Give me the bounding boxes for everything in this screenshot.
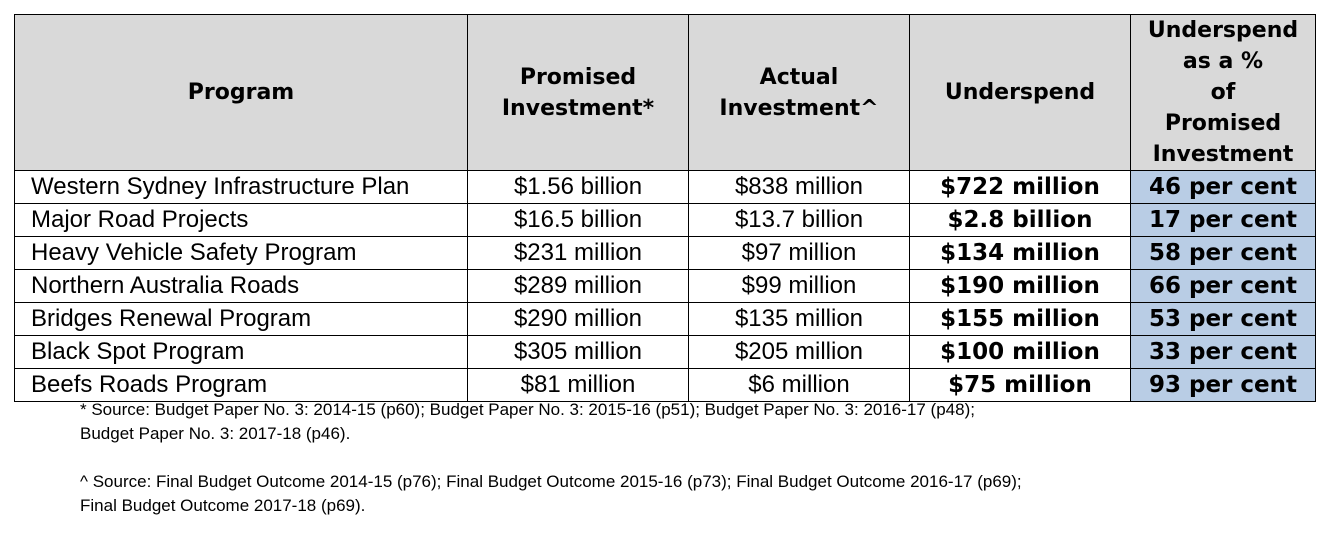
cell-underspend-percent: 46 per cent	[1131, 171, 1316, 204]
cell-promised: $81 million	[468, 369, 689, 402]
cell-underspend: $75 million	[910, 369, 1131, 402]
cell-underspend-percent: 58 per cent	[1131, 237, 1316, 270]
cell-promised: $305 million	[468, 336, 689, 369]
table-row	[15, 237, 1316, 270]
header-actual-investment: Actual Investment^	[689, 15, 910, 171]
cell-underspend: $134 million	[910, 237, 1131, 270]
cell-promised: $231 million	[468, 237, 689, 270]
cell-program: Northern Australia Roads	[15, 270, 468, 303]
header-underspend-percent: Underspend as a % of Promised Investment	[1131, 15, 1316, 171]
cell-program: Major Road Projects	[15, 204, 468, 237]
cell-program: Bridges Renewal Program	[15, 303, 468, 336]
cell-promised: $1.56 billion	[468, 171, 689, 204]
cell-actual: $205 million	[689, 336, 910, 369]
note-budget-papers-line2: Budget Paper No. 3: 2017-18 (p46).	[80, 424, 351, 443]
header-promised-investment: Promised Investment*	[468, 15, 689, 171]
cell-underspend: $100 million	[910, 336, 1131, 369]
note-budget-papers-line1: * Source: Budget Paper No. 3: 2014-15 (p60); Budget Paper No. 3: 2015-16 (p51); Budget Paper No. 3: 2016-17 (p48);	[80, 400, 975, 419]
cell-actual: $99 million	[689, 270, 910, 303]
cell-actual: $6 million	[689, 369, 910, 402]
cell-underspend-percent: 17 per cent	[1131, 204, 1316, 237]
cell-actual: $13.7 billion	[689, 204, 910, 237]
cell-promised: $290 million	[468, 303, 689, 336]
table-row	[15, 171, 1316, 204]
note-final-outcome-line2: Final Budget Outcome 2017-18 (p69).	[80, 496, 366, 515]
cell-underspend-percent: 33 per cent	[1131, 336, 1316, 369]
cell-actual: $838 million	[689, 171, 910, 204]
cell-actual: $135 million	[689, 303, 910, 336]
cell-program: Beefs Roads Program	[15, 369, 468, 402]
table-row	[15, 369, 1316, 402]
cell-underspend-percent: 66 per cent	[1131, 270, 1316, 303]
table-body	[15, 171, 1316, 402]
header-program: Program	[15, 15, 468, 171]
table-row	[15, 204, 1316, 237]
table-row	[15, 303, 1316, 336]
cell-underspend-percent: 93 per cent	[1131, 369, 1316, 402]
cell-underspend: $155 million	[910, 303, 1131, 336]
note-final-outcome-line1: ^ Source: Final Budget Outcome 2014-15 (p76); Final Budget Outcome 2015-16 (p73); Final Budget Outcome 2016-17 (p69);	[80, 472, 1022, 491]
source-notes	[80, 398, 1300, 518]
table-header-row	[15, 15, 1316, 171]
cell-actual: $97 million	[689, 237, 910, 270]
cell-underspend: $190 million	[910, 270, 1131, 303]
table-row	[15, 336, 1316, 369]
investment-table-container	[14, 14, 1316, 402]
cell-underspend: $722 million	[910, 171, 1131, 204]
header-underspend: Underspend	[910, 15, 1131, 171]
cell-promised: $16.5 billion	[468, 204, 689, 237]
cell-underspend: $2.8 billion	[910, 204, 1131, 237]
cell-underspend-percent: 53 per cent	[1131, 303, 1316, 336]
cell-program: Western Sydney Infrastructure Plan	[15, 171, 468, 204]
cell-program: Black Spot Program	[15, 336, 468, 369]
investment-table	[14, 14, 1316, 402]
cell-promised: $289 million	[468, 270, 689, 303]
table-row	[15, 270, 1316, 303]
cell-program: Heavy Vehicle Safety Program	[15, 237, 468, 270]
